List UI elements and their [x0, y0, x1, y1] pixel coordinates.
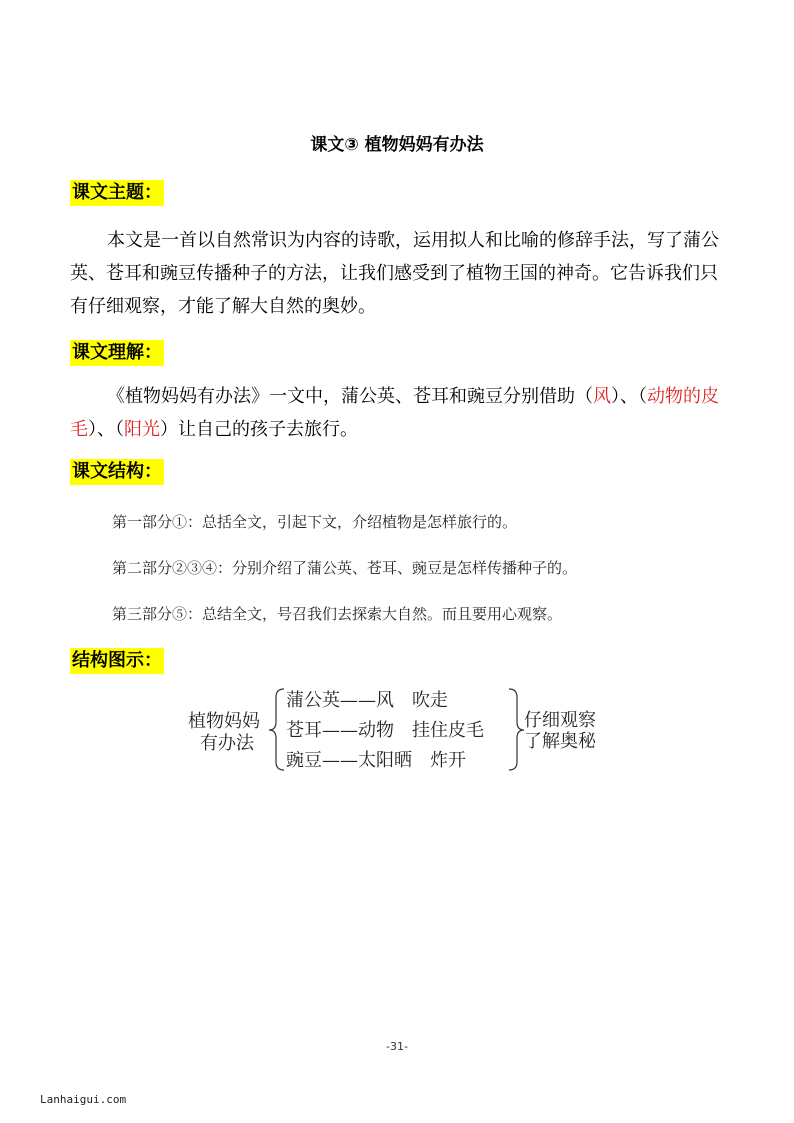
right-brace [509, 689, 524, 770]
understanding-text: 《植物妈妈有办法》一文中，蒲公英、苍耳和豌豆分别借助（ [107, 386, 593, 407]
understanding-text: ）让自己的孩子去旅行。 [160, 419, 358, 440]
theme-paragraph: 本文是一首以自然常识为内容的诗歌，运用拟人和比喻的修辞手法，写了蒲公英、苍耳和豌豆传播种子的方法，让我们感受到了植物王国的神奇。它告诉我们只有仔细观察，才能了解大自然的奥妙。 [70, 230, 719, 317]
section-heading-diagram: 结构图示： [70, 648, 164, 674]
structure-item: 第二部分②③④：分别介绍了蒲公英、苍耳、豌豆是怎样传播种子的。 [112, 559, 578, 577]
answer-blank: 风 [593, 386, 611, 407]
diagram-root-line: 植物妈妈 [188, 711, 260, 732]
site-watermark: Lanhaigui.com [40, 1093, 127, 1106]
page-title: 课文③ 植物妈妈有办法 [310, 135, 484, 155]
section-heading-structure: 课文结构： [70, 459, 164, 485]
understanding-paragraph [70, 380, 730, 446]
diagram-root-line: 有办法 [200, 733, 254, 754]
answer-blank: 动物的皮毛 [70, 386, 719, 440]
diagram-branch: 豌豆——太阳晒 炸开 [286, 750, 466, 771]
diagram-branch: 蒲公英——风 吹走 [286, 690, 448, 711]
understanding-text: ）、（ [611, 386, 647, 407]
diagram-branch: 苍耳——动物 挂住皮毛 [286, 720, 484, 741]
section-heading-understanding: 课文理解： [70, 340, 164, 366]
understanding-text: ）、（ [88, 419, 124, 440]
diagram-conclusion: 了解奥秘 [524, 731, 596, 752]
structure-item: 第三部分⑤：总结全文，号召我们去探索大自然。而且要用心观察。 [112, 605, 563, 623]
section-heading-theme: 课文主题： [70, 180, 164, 206]
left-brace [269, 689, 284, 770]
diagram-conclusion: 仔细观察 [524, 710, 596, 731]
page-number: -31- [386, 1040, 408, 1053]
answer-blank: 阳光 [124, 419, 160, 440]
structure-diagram [180, 686, 620, 776]
structure-item: 第一部分①：总括全文，引起下文，介绍植物是怎样旅行的。 [112, 513, 518, 531]
